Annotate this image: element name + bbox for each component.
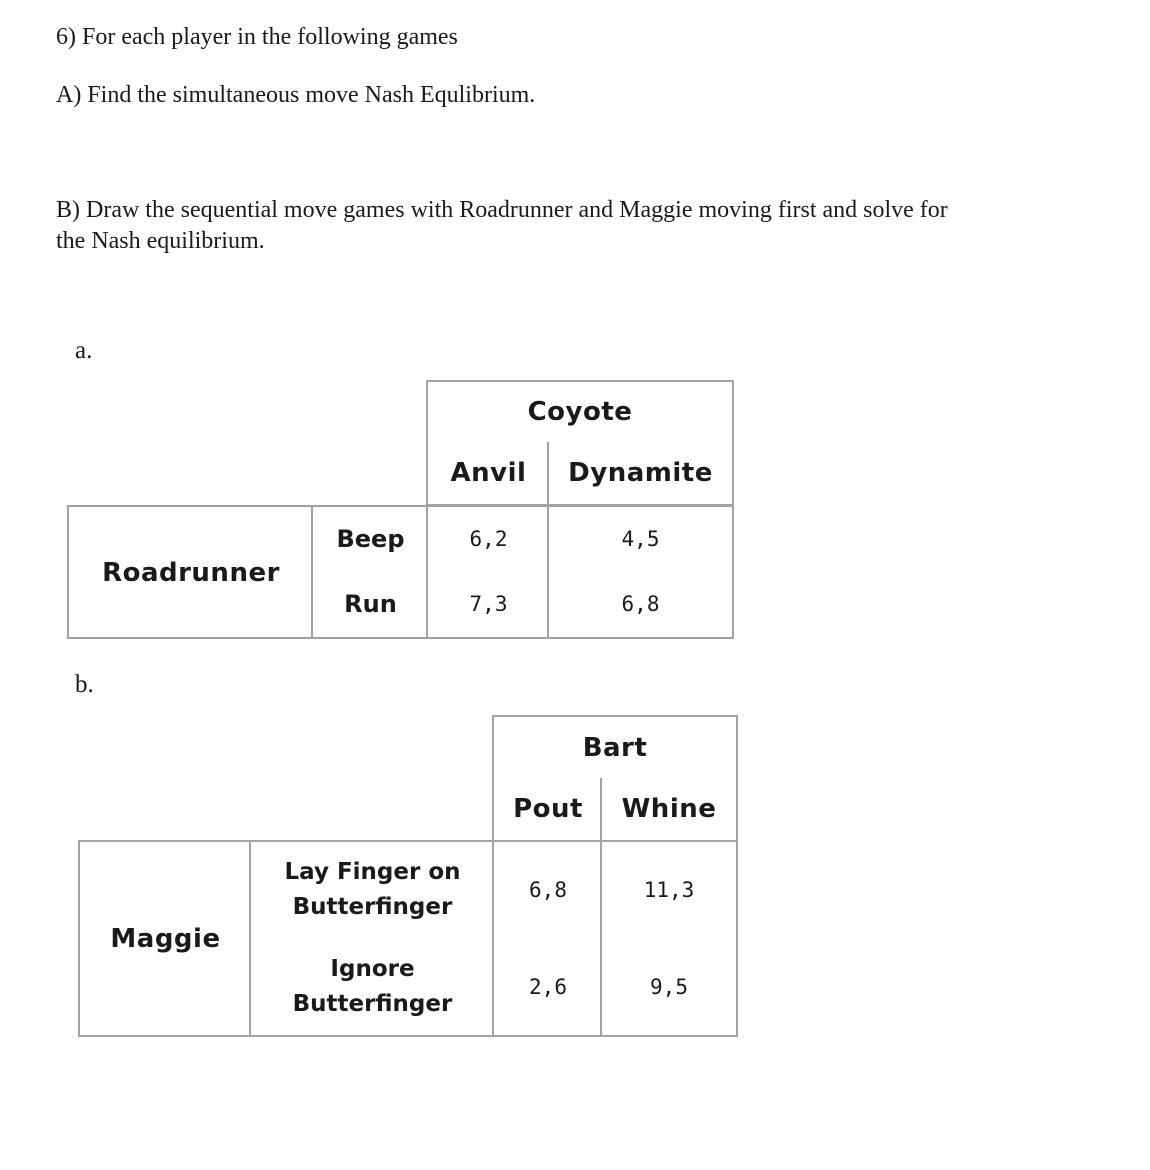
game-a-row-strategy-beep: Beep [311,505,428,573]
question-title: 6) For each player in the following games [56,24,458,50]
game-a-payoff-beep-anvil: 6,2 [426,505,549,573]
game-a-column-player: Coyote [426,380,734,444]
game-b-payoff-lay-pout: 6,8 [492,840,602,940]
question-part-b-line2: the Nash equilibrium. [56,228,265,254]
game-b-row-strategy-lay-finger-line1: Lay Finger on [284,859,461,885]
game-a-payoff-beep-dynamite: 4,5 [547,505,734,573]
game-a-row-player: Roadrunner [67,505,313,639]
game-b-payoff-ignore-whine: 9,5 [600,938,738,1037]
game-b-col-strategy-pout: Pout [492,778,602,842]
game-b-row-strategy-ignore-line1: Ignore [330,955,415,982]
game-b-row-strategy-ignore-line2: Butterfinger [292,990,453,1017]
game-a-payoff-run-anvil: 7,3 [426,571,549,639]
game-a-label: a. [75,337,93,364]
question-part-a: A) Find the simultaneous move Nash Equlibrium. [56,82,536,108]
game-b-col-strategy-whine: Whine [600,778,738,842]
game-b-row-strategy-lay-finger-line2: Butterfinger [292,894,453,920]
game-b-row-strategy-ignore [249,938,494,1037]
game-b-label: b. [75,671,94,698]
game-b-payoff-ignore-pout: 2,6 [492,938,602,1037]
game-b-row-strategy-lay-finger [249,840,494,940]
game-a-col-strategy-anvil: Anvil [426,442,549,506]
question-part-b-line1: B) Draw the sequential move games with Roadrunner and Maggie moving first and solve for [56,197,948,223]
game-b-row-player: Maggie [78,840,251,1037]
game-a-payoff-run-dynamite: 6,8 [547,571,734,639]
game-b-payoff-lay-whine: 11,3 [600,840,738,940]
game-a-row-strategy-run: Run [311,571,428,639]
game-a-col-strategy-dynamite: Dynamite [547,442,734,506]
game-b-column-player: Bart [492,715,738,780]
